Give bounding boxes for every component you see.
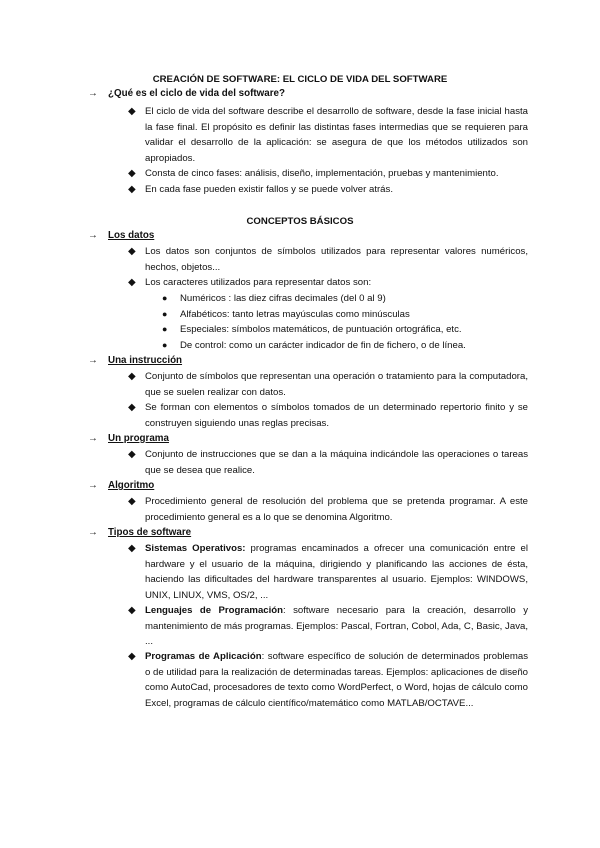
list-item bbox=[128, 541, 528, 603]
item-text: El ciclo de vida del software describe el desarrollo de software, desde la fase inicial hasta la fase final. El propósito es definir las distintas fases intermedias que se requieren para validar el desarrollo de la aplicación: se asegura de que los métodos utilizados son apropiados. bbox=[145, 106, 528, 164]
arrow-icon: → bbox=[88, 88, 98, 99]
item-text: : software específico de solución de determinados problemas o de utilidad para la realización de determinadas tareas. Ejemplos: aplicaciones de diseño como AutoCad, procesadores de texto como WordPerfect, o Word, hojas de cálculo como Excel, programas de cálculo científico/matemático como MATLAB/OCTAVE... bbox=[145, 651, 528, 709]
item-text: Procedimiento general de resolución del problema que se pretenda programar. A este procedimiento general es a lo que se denomina Algoritmo. bbox=[145, 496, 528, 523]
list-item bbox=[128, 400, 528, 431]
item-text: Conjunto de instrucciones que se dan a la máquina indicándole las operaciones o tareas que se desea que realice. bbox=[145, 449, 528, 476]
list-item bbox=[128, 244, 528, 275]
subitem-text: Especiales: símbolos matemáticos, de puntuación ortográfica, etc. bbox=[180, 324, 462, 335]
subitem-text: Alfabéticos: tanto letras mayúsculas como minúsculas bbox=[180, 309, 410, 320]
term-programas-aplicacion: Programas de Aplicación bbox=[145, 651, 262, 662]
item-text: En cada fase pueden existir fallos y se puede volver atrás. bbox=[145, 184, 393, 195]
diamond-bullet-icon: ◆ bbox=[128, 651, 136, 662]
item-text: programas encaminados a ofrecer una comunicación entre el hardware y el usuario de la máquina, dirigiendo y planificando las acciones de ésta, haciendo las dificultades del hardware transparentes al usuario. Ejemplos: WINDOWS, UNIX, LINUX, VMS, OS/2, ... bbox=[145, 543, 528, 601]
list-item bbox=[128, 603, 528, 650]
heading-datos bbox=[88, 228, 154, 244]
subtitle-conceptos: CONCEPTOS BÁSICOS bbox=[246, 216, 354, 227]
heading-text: Una instrucción bbox=[108, 355, 183, 366]
arrow-icon: → bbox=[88, 527, 98, 538]
arrow-icon: → bbox=[88, 230, 98, 241]
diamond-bullet-icon: ◆ bbox=[128, 168, 136, 179]
heading-text: ¿Qué es el ciclo de vida del software? bbox=[108, 88, 285, 99]
term-sistemas-operativos: Sistemas Operativos: bbox=[145, 543, 246, 554]
item-text: Consta de cinco fases: análisis, diseño, implementación, pruebas y mantenimiento. bbox=[145, 168, 499, 179]
diamond-bullet-icon: ◆ bbox=[128, 106, 136, 117]
diamond-bullet-icon: ◆ bbox=[128, 449, 136, 460]
sub-list-item bbox=[162, 291, 540, 307]
diamond-bullet-icon: ◆ bbox=[128, 605, 136, 616]
dot-bullet-icon: ● bbox=[162, 340, 168, 350]
heading-ciclo-vida bbox=[88, 86, 285, 102]
list-item bbox=[128, 649, 528, 711]
list-item bbox=[128, 166, 528, 182]
sub-list-item bbox=[162, 322, 540, 338]
diamond-bullet-icon: ◆ bbox=[128, 543, 136, 554]
item-text: : software necesario para la creación, desarrollo y mantenimiento de más programas. Ejemplos: Pascal, Fortran, Cobol, Ada, C, Basic, Java, ... bbox=[145, 605, 528, 648]
heading-text: Tipos de software bbox=[108, 527, 192, 538]
document-title: CREACIÓN DE SOFTWARE: EL CICLO DE VIDA DEL SOFTWARE bbox=[152, 74, 448, 85]
heading-instruccion bbox=[88, 353, 182, 369]
list-item bbox=[128, 275, 528, 291]
item-text: Los datos son conjuntos de símbolos utilizados para representar valores numéricos, hechos, objetos... bbox=[145, 246, 528, 273]
sub-list-item bbox=[162, 338, 540, 354]
diamond-bullet-icon: ◆ bbox=[128, 496, 136, 507]
heading-text: Algoritmo bbox=[108, 480, 155, 491]
diamond-bullet-icon: ◆ bbox=[128, 371, 136, 382]
diamond-bullet-icon: ◆ bbox=[128, 277, 136, 288]
arrow-icon: → bbox=[88, 480, 98, 491]
item-text: Conjunto de símbolos que representan una operación o tratamiento para la computadora, que se suelen realizar con datos. bbox=[145, 371, 528, 398]
dot-bullet-icon: ● bbox=[162, 293, 168, 303]
diamond-bullet-icon: ◆ bbox=[128, 402, 136, 413]
diamond-bullet-icon: ◆ bbox=[128, 184, 136, 195]
list-item bbox=[128, 494, 528, 525]
arrow-icon: → bbox=[88, 355, 98, 366]
heading-tipos-software bbox=[88, 525, 191, 541]
list-item bbox=[128, 369, 528, 400]
item-text: Se forman con elementos o símbolos tomados de un determinado repertorio finito y se construyen siguiendo unas reglas precisas. bbox=[145, 402, 528, 429]
subitem-text: De control: como un carácter indicador de fin de fichero, o de línea. bbox=[180, 340, 466, 351]
sub-list-item bbox=[162, 307, 540, 323]
term-lenguajes-programacion: Lenguajes de Programación bbox=[145, 605, 283, 616]
dot-bullet-icon: ● bbox=[162, 324, 168, 334]
subitem-text: Numéricos : las diez cifras decimales (del 0 al 9) bbox=[180, 293, 386, 304]
list-item bbox=[128, 182, 528, 198]
arrow-icon: → bbox=[88, 433, 98, 444]
list-item bbox=[128, 104, 528, 166]
dot-bullet-icon: ● bbox=[162, 309, 168, 319]
list-item bbox=[128, 447, 528, 478]
item-text: Los caracteres utilizados para representar datos son: bbox=[145, 277, 372, 288]
heading-algoritmo bbox=[88, 478, 154, 494]
heading-text: Los datos bbox=[108, 230, 155, 241]
heading-text: Un programa bbox=[108, 433, 169, 444]
heading-programa bbox=[88, 431, 169, 447]
diamond-bullet-icon: ◆ bbox=[128, 246, 136, 257]
